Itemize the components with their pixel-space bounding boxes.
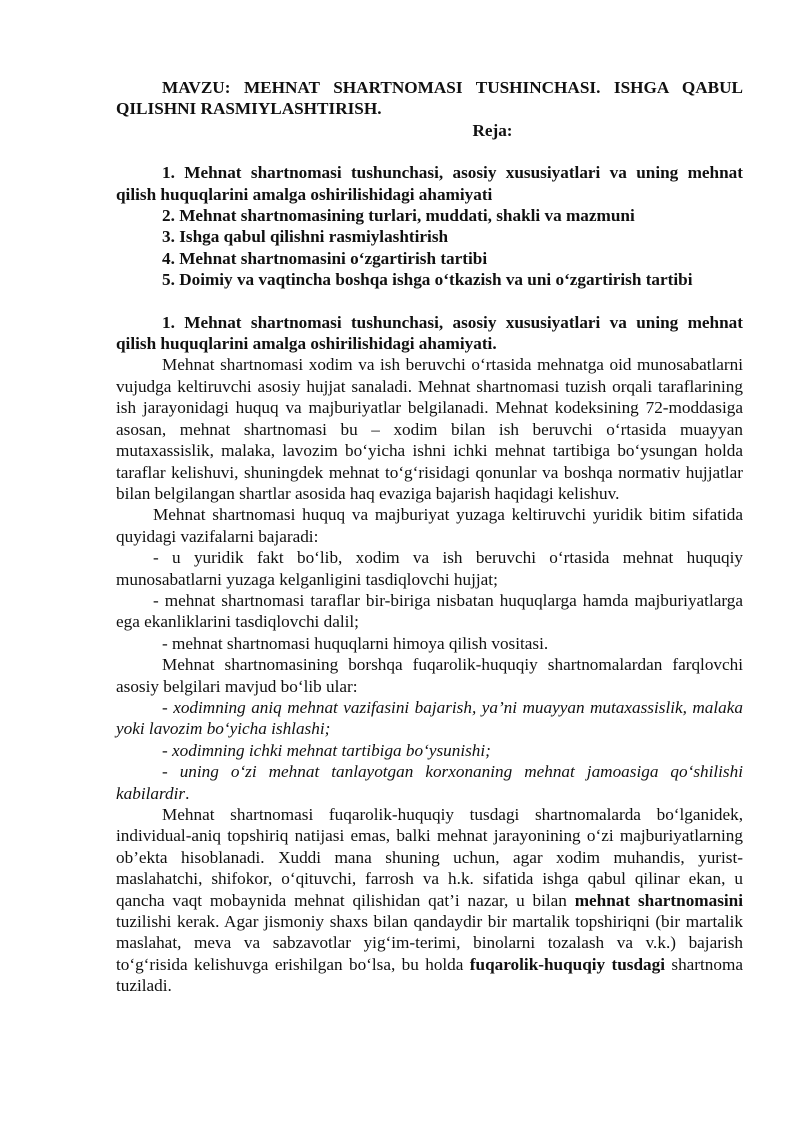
text-segment: tuzilishi kerak. Agar jismoniy shaxs bilan qandaydir bir martalik topshiriqni (bir martalik maslahat, meva va sabzavotlar yig‘im-terimi, binolarni tozalash va v.k.) bajarish to‘g‘risida kelishuvga erishilgan bo‘lsa, bu holda xyxy=(116,912,743,974)
dash-item-1: - u yuridik fakt bo‘lib, xodim va ish beruvchi o‘rtasida mehnat huquqiy munosabatlarni yuzaga kelganligini tasdiqlovchi hujjat; xyxy=(116,548,743,589)
dash-item-2: - mehnat shartnomasi taraflar bir-biriga nisbatan huquqlarga hamda majburiyatlarga ega ekanliklarini tasdiqlovchi dalil; xyxy=(116,590,743,632)
section-heading: 1. Mehnat shartnomasi tushunchasi, asosiy xususiyatlari va uning mehnat qilish huquqlarini amalga oshirilishidagi ahamiyati. xyxy=(116,312,743,354)
plan-item-5: 5. Doimiy va vaqtincha boshqa ishga o‘tkazish va uni o‘zgartirish tartibi xyxy=(162,270,693,290)
paragraph-contract-distinction xyxy=(116,804,743,997)
plan-label: Reja: xyxy=(472,120,513,140)
paragraph-definition: Mehnat shartnomasi xodim va ish beruvchi o‘rtasida mehnatga oid munosabatlarni vujudga keltiruvchi asosiy hujjat sanaladi. Mehnat shartnomasi tuzish orqali taraflarining ish jarayonidagi huquq va majburiyatlar belgilanadi. Mehnat kodeksining 72-moddasiga asosan, mehnat shartnomasi bu – xodim bilan ish beruvchi o‘rtasida muayyan mutaxassislik, malaka, lavozim bo‘yicha ishni ichki mehnat tartibiga bo‘ysungan holda taraflar kelishuvi, shuningdek mehnat to‘g‘risidagi qonunlar va boshqa normativ hujjatlar bilan belgilangan shartlar asosida haq evaziga bajarish haqidagi kelishuv. xyxy=(116,355,743,503)
document-page xyxy=(116,77,743,997)
text-segment: Mehnat shartnomasi fuqarolik-huquqiy tusdagi shartnomalarda bo‘lganidek, individual-aniq topshiriq natijasi emas, balki mehnat jarayonining o‘zi majburiyatlarning ob’ekta hisoblanadi. Xuddi mana shuning uchun, agar xodim muhandis, yurist-maslahatchi, shifokor, o‘qituvchi, farrosh va h.k. sifatida ishga qabul qilinar ekan, u qancha vaqt mobaynida mehnat qilishidan qat’i nazar, u bilan xyxy=(116,805,743,910)
spacer xyxy=(116,141,743,162)
plan-item-3: 3. Ishga qabul qilishni rasmiylashtirish xyxy=(162,227,449,247)
plan-item-4: 4. Mehnat shartnomasini o‘zgartirish tartibi xyxy=(162,248,488,268)
feature-item-3-end: . xyxy=(185,783,190,803)
paragraph-functions-intro: Mehnat shartnomasi huquq va majburiyat yuzaga keltiruvchi yuridik bitim sifatida quyidagi vazifalarni bajaradi: xyxy=(116,505,743,546)
spacer xyxy=(116,291,743,312)
plan-item-2: 2. Mehnat shartnomasining turlari, muddati, shakli va mazmuni xyxy=(162,206,635,226)
bold-term-labor-contract: mehnat shartnomasini xyxy=(574,890,743,910)
dash-item-3: - mehnat shartnomasi huquqlarni himoya qilish vositasi. xyxy=(162,633,549,653)
text-segment: shartnoma tuziladi. xyxy=(116,954,743,996)
plan-item-1: 1. Mehnat shartnomasi tushunchasi, asosiy xususiyatlari va uning mehnat qilish huquqlarini amalga oshirilishidagi ahamiyati xyxy=(116,163,743,204)
paragraph-features-intro: Mehnat shartnomasining borshqa fuqarolik-huquqiy shartnomalardan farqlovchi asosiy belgilari mavjud bo‘lib ular: xyxy=(116,655,743,696)
document-title: MAVZU: MEHNAT SHARTNOMASI TUSHINCHASI. ISHGA QABUL QILISHNI RASMIYLASHTIRISH. xyxy=(116,78,743,119)
bold-term-civil-law: fuqarolik-huquqiy tusdagi xyxy=(469,954,666,974)
feature-item-1: - xodimning aniq mehnat vazifasini bajarish, ya’ni muayyan mutaxassislik, malaka yoki lavozim bo‘yicha ishlashi; xyxy=(116,697,743,739)
feature-item-2: - xodimning ichki mehnat tartibiga bo‘ysunishi; xyxy=(162,740,491,760)
feature-item-3-text: - uning o‘zi mehnat tanlayotgan korxonaning mehnat jamoasiga qo‘shilishi kabilardir xyxy=(116,762,743,803)
feature-item-3 xyxy=(116,761,743,804)
